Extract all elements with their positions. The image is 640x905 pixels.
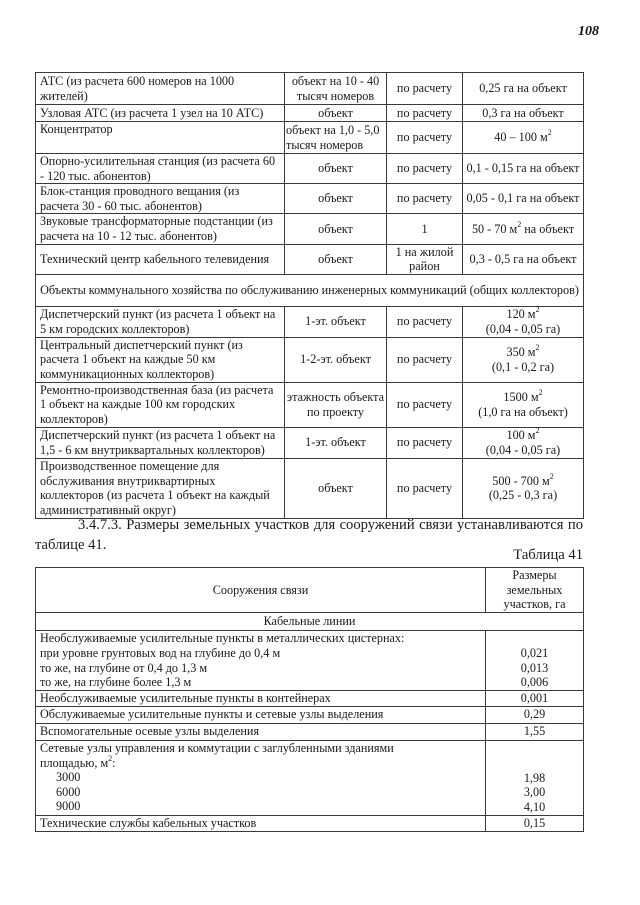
area-value: 1,55	[486, 723, 584, 740]
section-heading-row	[36, 274, 584, 306]
facility-unit: 1-эт. объект	[285, 427, 387, 458]
facility-unit: объект	[285, 244, 387, 274]
facility-unit: объект	[285, 184, 387, 214]
facility-count: по расчету	[387, 427, 463, 458]
table-row	[36, 740, 584, 815]
area-value: 0,001	[486, 691, 584, 707]
facility-area: 120 $м^2$ (0,04 - 0,05 га)	[463, 306, 584, 337]
table-caption: Таблица 41	[513, 547, 583, 563]
facility-area: 0,3 га на объект	[463, 105, 584, 122]
table-row	[36, 427, 584, 458]
facility-group: Необслуживаемые усилительные пункты в металлических цистернах: при уровне грунтовых вод на глубине до 0,4 м то же, на глубине от 0,4 до 1,3 м то же, на глубине более 1,3 м	[36, 631, 486, 691]
table-row	[36, 244, 584, 274]
facility-area: 500 - 700 $м^2$ (0,25 - 0,3 га)	[463, 458, 584, 518]
facility-name: Технические службы кабельных участков	[36, 815, 486, 831]
table-row	[36, 337, 584, 382]
facility-unit: объект на 1,0 - 5,0 тысяч номеров	[285, 122, 387, 154]
table-row	[36, 214, 584, 244]
area-values: 0,021 0,013 0,006	[486, 631, 584, 691]
table-row	[36, 73, 584, 105]
body-paragraph: 3.4.7.3. Размеры земельных участков для сооружений связи устанавливаются по таблице 41.	[35, 517, 583, 553]
header-row	[36, 568, 584, 613]
facility-group: Сетевые узлы управления и коммутации с заглубленными зданиями площадью, $м^2$: 3000 6000 9000	[36, 740, 486, 815]
section-heading: Кабельные линии	[36, 613, 584, 631]
table-row	[36, 382, 584, 427]
facility-count: 1 на жилой район	[387, 244, 463, 274]
facility-name: Ремонтно-производственная база (из расчета 1 объект на каждые 100 км городских коллекторов)	[36, 382, 285, 427]
table-row	[36, 306, 584, 337]
facility-count: по расчету	[387, 73, 463, 105]
facility-name: Диспетчерский пункт (из расчета 1 объект на 1,5 - 6 км внутриквартальных коллекторов)	[36, 427, 285, 458]
facility-count: по расчету	[387, 337, 463, 382]
communication-facilities-table	[35, 72, 584, 519]
facility-name: Необслуживаемые усилительные пункты в контейнерах	[36, 691, 486, 707]
table-row	[36, 458, 584, 518]
facility-name: Опорно-усилительная станция (из расчета 60 - 120 тыс. абонентов)	[36, 154, 285, 184]
facility-area: 0,1 - 0,15 га на объект	[463, 154, 584, 184]
facility-unit: объект	[285, 105, 387, 122]
facility-name: Концентратор	[36, 122, 285, 154]
facility-unit: 1-2-эт. объект	[285, 337, 387, 382]
facility-count: по расчету	[387, 105, 463, 122]
facility-area: 0,05 - 0,1 га на объект	[463, 184, 584, 214]
facility-area: 1500 $м^2$ (1,0 га на объект)	[463, 382, 584, 427]
facility-area: 100 $м^2$ (0,04 - 0,05 га)	[463, 427, 584, 458]
facility-count: по расчету	[387, 306, 463, 337]
section-row	[36, 613, 584, 631]
area-value: 0,29	[486, 706, 584, 723]
table-row	[36, 105, 584, 122]
area-value: 0,15	[486, 815, 584, 831]
facility-name: Звуковые трансформаторные подстанции (из расчета на 10 - 12 тыс. абонентов)	[36, 214, 285, 244]
table-41	[35, 567, 584, 832]
facility-count: 1	[387, 214, 463, 244]
facility-unit: 1-эт. объект	[285, 306, 387, 337]
facility-count: по расчету	[387, 122, 463, 154]
table-row	[36, 815, 584, 831]
facility-name: Центральный диспетчерский пункт (из расчета 1 объект на каждые 50 км коммуникационных коллекторов)	[36, 337, 285, 382]
facility-name: Технический центр кабельного телевидения	[36, 244, 285, 274]
table-row	[36, 631, 584, 691]
facility-unit: объект	[285, 458, 387, 518]
facility-area: 350 $м^2$ (0,1 - 0,2 га)	[463, 337, 584, 382]
facility-area: 0,3 - 0,5 га на объект	[463, 244, 584, 274]
facility-name: Производственное помещение для обслуживания внутриквартирных коллекторов (из расчета 1 объект на каждый административный округ)	[36, 458, 285, 518]
facility-area: 50 - 70 $м^2$ на объект	[463, 214, 584, 244]
facility-area: 0,25 га на объект	[463, 73, 584, 105]
facility-count: по расчету	[387, 154, 463, 184]
facility-unit: объект	[285, 214, 387, 244]
area-values: 1,98 3,00 4,10	[486, 740, 584, 815]
facility-name: Обслуживаемые усилительные пункты и сетевые узлы выделения	[36, 706, 486, 723]
facility-count: по расчету	[387, 458, 463, 518]
page-number: 108	[578, 24, 599, 39]
facility-name: АТС (из расчета 600 номеров на 1000 жителей)	[36, 73, 285, 105]
table-row	[36, 706, 584, 723]
table-row	[36, 122, 584, 154]
table-row	[36, 154, 584, 184]
table-row	[36, 691, 584, 707]
section-heading: Объекты коммунального хозяйства по обслуживанию инженерных коммуникаций (общих коллекторов)	[36, 274, 584, 306]
column-header-facility: Сооружения связи	[36, 568, 486, 613]
facility-area: 40 – 100 $м^2$	[463, 122, 584, 154]
table-row	[36, 723, 584, 740]
facility-name: Узловая АТС (из расчета 1 узел на 10 АТС)	[36, 105, 285, 122]
facility-count: по расчету	[387, 184, 463, 214]
facility-name: Диспетчерский пункт (из расчета 1 объект на 5 км городских коллекторов)	[36, 306, 285, 337]
facility-count: по расчету	[387, 382, 463, 427]
column-header-area: Размеры земельных участков, га	[486, 568, 584, 613]
facility-name: Блок-станция проводного вещания (из расчета 30 - 60 тыс. абонентов)	[36, 184, 285, 214]
facility-unit: объект на 10 - 40 тысяч номеров	[285, 73, 387, 105]
facility-unit: этажность объекта по проекту	[285, 382, 387, 427]
table-row	[36, 184, 584, 214]
facility-name: Вспомогательные осевые узлы выделения	[36, 723, 486, 740]
facility-unit: объект	[285, 154, 387, 184]
